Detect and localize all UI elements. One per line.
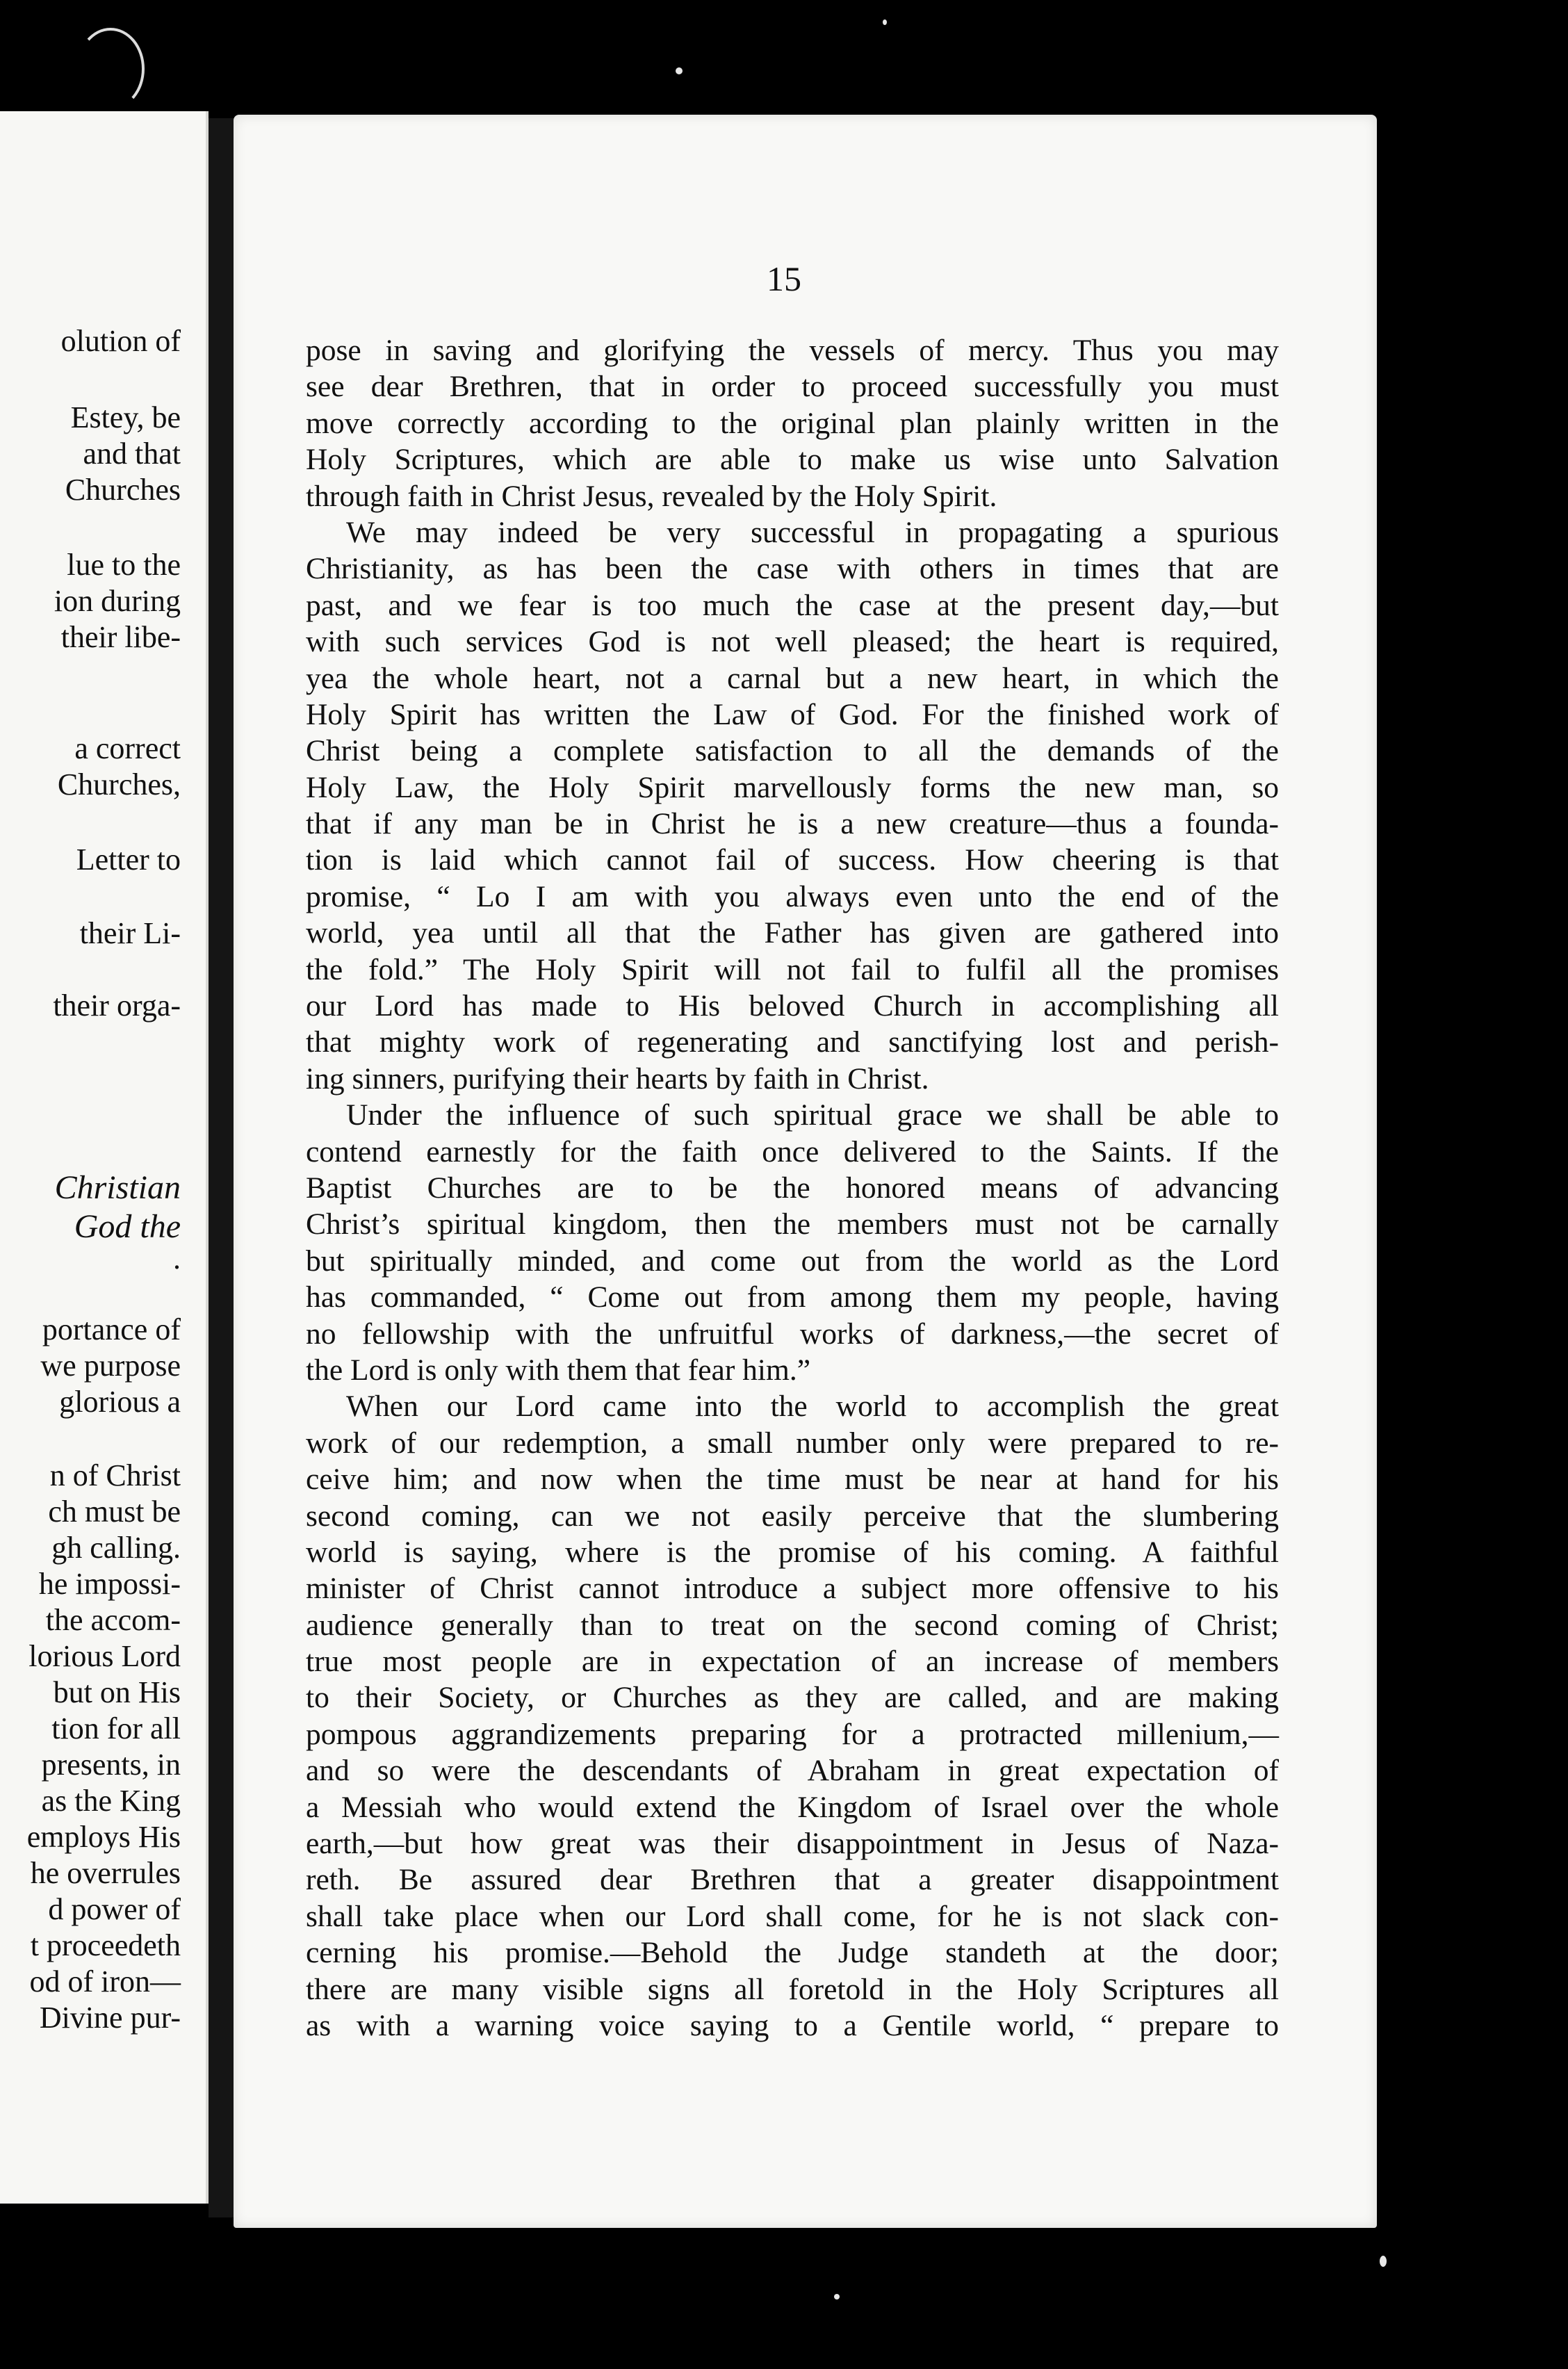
text-line: promise, “ Lo I am with you always even unto the end of the: [306, 879, 1279, 913]
text-line: move correctly according to the original plan plainly written in the: [306, 406, 1279, 440]
left-fragment-line: gh calling.: [51, 1531, 181, 1565]
text-line: Holy Law, the Holy Spirit marvellously forms the new man, so: [306, 770, 1279, 804]
left-fragment-line: Churches: [65, 473, 181, 507]
left-fragment-line: Divine pur-: [39, 2001, 181, 2035]
left-fragment-line: he impossi-: [38, 1567, 181, 1601]
left-fragment-line: od of iron—: [29, 1964, 181, 1998]
text-line: through faith in Christ Jesus, revealed by the Holy Spirit.: [306, 479, 997, 513]
page-body-text: [306, 332, 1279, 2044]
left-fragment-line: n of Christ: [49, 1458, 181, 1492]
text-line: ceive him; and now when the time must be near at hand for his: [306, 1463, 1279, 1497]
left-fragment-line: a correct: [74, 731, 181, 765]
text-line: that if any man be in Christ he is a new creature—thus a founda-: [306, 807, 1279, 841]
left-fragment-line: glorious a: [59, 1385, 181, 1419]
paragraph-start-line: When our Lord came into the world to accomplish the great: [346, 1390, 1279, 1424]
left-fragment-line: and that: [83, 437, 181, 471]
text-line: Holy Spirit has written the Law of God. For the finished work of: [306, 697, 1279, 731]
left-fragment-line: olution of: [60, 324, 181, 358]
text-line: Christ being a complete satisfaction to all the demands of the: [306, 734, 1279, 768]
text-line: our Lord has made to His beloved Church in accomplishing all: [306, 989, 1279, 1023]
left-fragment-line: but on His: [53, 1675, 181, 1709]
text-line: Christianity, as has been the case with others in times that are: [306, 552, 1279, 586]
text-line: Christ’s spiritual kingdom, then the members must not be carnally: [306, 1207, 1279, 1242]
text-line: yea the whole heart, not a carnal but a new heart, in which the: [306, 661, 1279, 695]
text-line: a Messiah who would extend the Kingdom of Israel over the whole: [306, 1790, 1279, 1824]
left-fragment-heading: God the: [74, 1208, 181, 1245]
text-line: world, yea until all that the Father has given are gathered into: [306, 916, 1279, 950]
left-fragment-line: portance of: [42, 1312, 181, 1346]
text-line: ing sinners, purifying their hearts by faith in Christ.: [306, 1061, 929, 1096]
left-fragment-line: .: [173, 1242, 181, 1276]
left-fragment-line: their Li-: [79, 916, 181, 950]
book-gutter: [209, 118, 234, 2217]
left-fragment-line: as the King: [41, 1784, 181, 1818]
text-line: the fold.” The Holy Spirit will not fail to fulfil all the promises: [306, 952, 1279, 986]
text-line: shall take place when our Lord shall come, for he is not slack con-: [306, 1899, 1279, 1933]
text-line: see dear Brethren, that in order to proceed successfully you must: [306, 370, 1279, 404]
scan-artifact-speck: [676, 67, 683, 74]
text-line: reth. Be assured dear Brethren that a greater disappointment: [306, 1863, 1279, 1897]
left-fragment-line: their libe-: [60, 620, 181, 654]
text-line: contend earnestly for the faith once delivered to the Saints. If the: [306, 1134, 1279, 1169]
left-fragment-line: t proceedeth: [30, 1928, 181, 1962]
left-fragment-line: we purpose: [40, 1349, 181, 1383]
text-line: pompous aggrandizements preparing for a protracted millenium,—: [306, 1717, 1279, 1751]
text-line: the Lord is only with them that fear him.”: [306, 1353, 811, 1387]
text-line: to their Society, or Churches as they are called, and are making: [306, 1681, 1279, 1715]
scan-artifact-curl: [76, 28, 145, 110]
text-line: audience generally than to treat on the second coming of Christ;: [306, 1608, 1279, 1642]
paragraph-start-line: We may indeed be very successful in propagating a spurious: [346, 515, 1279, 549]
left-fragment-line: tion for all: [51, 1711, 181, 1745]
left-fragment-line: lue to the: [67, 548, 181, 582]
left-fragment-line: the accom-: [45, 1603, 181, 1637]
text-line: work of our redemption, a small number only were prepared to re-: [306, 1426, 1279, 1460]
left-fragment-line: Churches,: [57, 767, 181, 801]
paragraph-start-line: Under the influence of such spiritual grace we shall be able to: [346, 1098, 1279, 1132]
text-line: minister of Christ cannot introduce a subject more offensive to his: [306, 1572, 1279, 1606]
left-fragment-line: ch must be: [48, 1495, 181, 1529]
text-line: world is saying, where is the promise of his coming. A faithful: [306, 1535, 1279, 1569]
scan-artifact-speck: [1380, 2256, 1387, 2267]
text-line: Baptist Churches are to be the honored means of advancing: [306, 1171, 1279, 1205]
left-fragment-heading: Christian: [54, 1169, 181, 1206]
previous-page-fragment: [0, 111, 209, 2204]
scan-artifact-speck: [883, 19, 887, 25]
left-fragment-line: their orga-: [53, 988, 181, 1023]
page-number: 15: [767, 259, 801, 298]
left-fragment-line: presents, in: [41, 1748, 181, 1782]
left-fragment-line: Estey, be: [70, 400, 181, 434]
text-line: and so were the descendants of Abraham in great expectation of: [306, 1754, 1279, 1788]
text-line: cerning his promise.—Behold the Judge standeth at the door;: [306, 1936, 1279, 1970]
text-line: as with a warning voice saying to a Gentile world, “ prepare to: [306, 2008, 1279, 2042]
text-line: pose in saving and glorifying the vessels of mercy. Thus you may: [306, 334, 1279, 367]
text-line: there are many visible signs all foretold in the Holy Scriptures all: [306, 1972, 1279, 2006]
scan-artifact-speck: [834, 2294, 840, 2299]
left-fragment-line: Letter to: [76, 842, 181, 877]
left-fragment-line: he overrules: [30, 1856, 181, 1890]
text-line: that mighty work of regenerating and sanctifying lost and perish-: [306, 1025, 1279, 1059]
text-line: true most people are in expectation of an increase of members: [306, 1645, 1279, 1679]
left-fragment-line: employs His: [26, 1820, 181, 1854]
left-fragment-line: ion during: [54, 584, 181, 618]
text-line: past, and we fear is too much the case at the present day,—but: [306, 588, 1279, 622]
left-fragment-line: lorious Lord: [28, 1639, 181, 1673]
text-line: but spiritually minded, and come out from the world as the Lord: [306, 1244, 1279, 1278]
text-line: Holy Scriptures, which are able to make us wise unto Salvation: [306, 443, 1279, 477]
text-line: tion is laid which cannot fail of success. How cheering is that: [306, 843, 1279, 877]
text-line: no fellowship with the unfruitful works of darkness,—the secret of: [306, 1317, 1279, 1351]
text-line: has commanded, “ Come out from among them my people, having: [306, 1280, 1279, 1314]
left-fragment-line: d power of: [48, 1892, 181, 1926]
text-line: with such services God is not well pleased; the heart is required,: [306, 625, 1279, 659]
text-line: earth,—but how great was their disappointment in Jesus of Naza-: [306, 1827, 1279, 1861]
text-line: second coming, can we not easily perceive that the slumbering: [306, 1499, 1279, 1533]
